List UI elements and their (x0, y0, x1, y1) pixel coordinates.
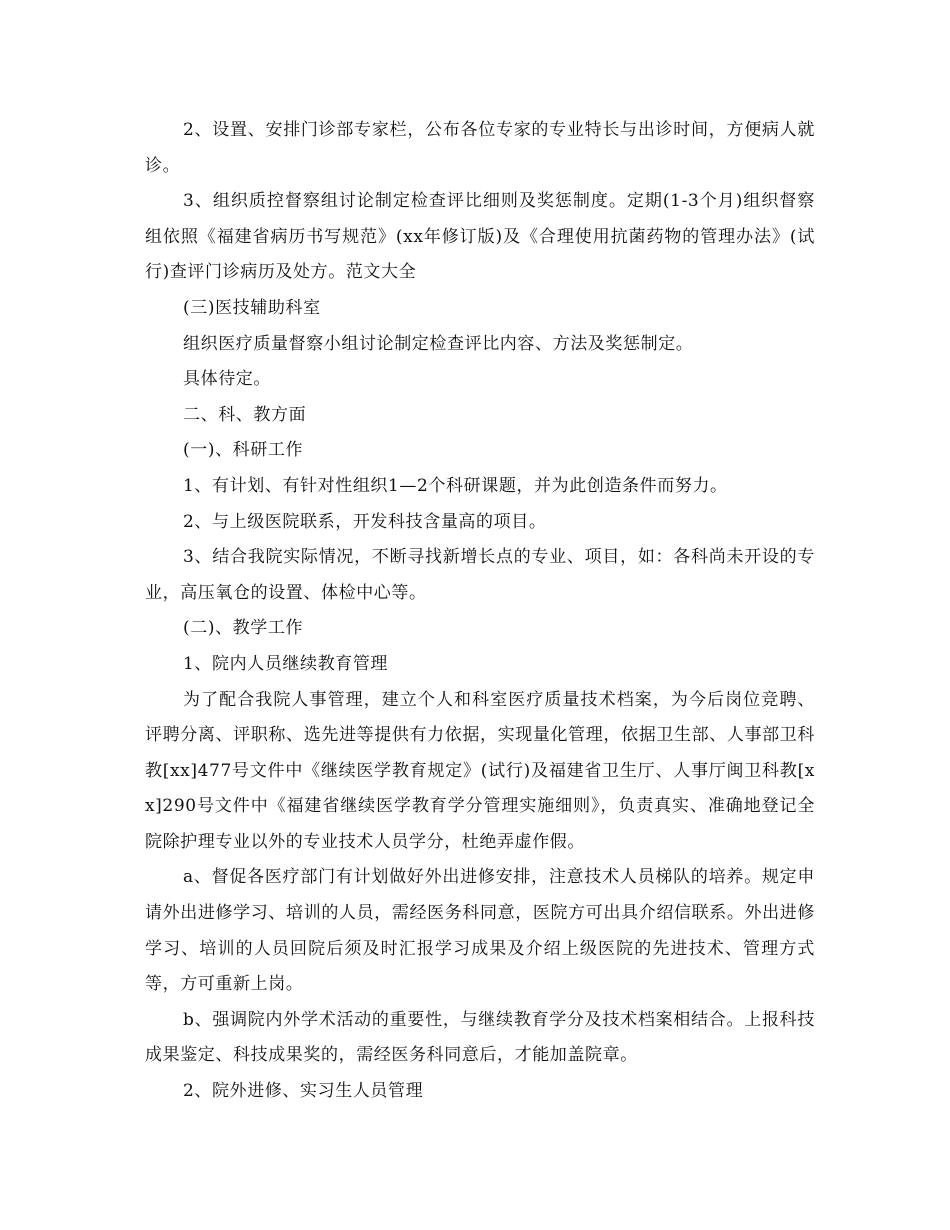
document-body (145, 113, 815, 1110)
paragraph-research-projects: 1、有计划、有针对性组织1—2个科研课题，并为此创造条件而努力。 (183, 475, 728, 496)
heading-medical-technology-departments: (三)医技辅助科室 (183, 297, 321, 318)
paragraph-continuing-education-credits: 为了配合我院人事管理，建立个人和科室医疗质量技术档案，为今后岗位竞聘、评聘分离、评职称、选先进等提供有力依据，实现量化管理，依据卫生部、人事部卫科教[xx]477号文件中《继续医学教育规定》(试行)及福建省卫生厅、人事厅闽卫科教[xx]290号文件中《福建省继续医学教育学分管理实施细则》，负责真实、准确地登记全院除护理专业以外的专业技术人员学分，杜绝弄虚作假。 (145, 689, 815, 852)
paragraph-to-be-determined: 具体待定。 (183, 369, 271, 390)
paragraph-quality-supervision-group: 组织医疗质量督察小组讨论制定检查评比内容、方法及奖惩制定。 (183, 333, 694, 354)
heading-external-trainees: 2、院外进修、实习生人员管理 (183, 1081, 424, 1102)
paragraph-academic-activities: b、强调院内外学术活动的重要性，与继续教育学分及技术档案相结合。上报科技成果鉴定、科技成果奖的，需经医务科同意后，才能加盖院章。 (145, 1009, 815, 1066)
heading-teaching-work: (二)、教学工作 (183, 618, 304, 639)
paragraph-further-study-arrangement: a、督促各医疗部门有计划做好外出进修安排，注意技术人员梯队的培养。规定申请外出进修学习、培训的人员，需经医务科同意，医院方可出具介绍信联系。外出进修学习、培训的人员回院后须及时汇报学习成果及介绍上级医院的先进技术、管理方式等，方可重新上岗。 (145, 867, 815, 995)
paragraph-new-growth-points: 3、结合我院实际情况，不断寻找新增长点的专业、项目，如：各科尚未开设的专业，高压氧仓的设置、体检中心等。 (145, 547, 815, 603)
heading-research-work: (一)、科研工作 (183, 440, 304, 461)
paragraph-quality-control-inspection: 3、组织质控督察组讨论制定检查评比细则及奖惩制度。定期(1-3个月)组织督察组依照《福建省病历书写规范》(xx年修订版)及《合理使用抗菌药物的管理办法》(试行)查评门诊病历及处方。范文大全 (145, 191, 815, 283)
paragraph-contact-superior-hospital: 2、与上级医院联系，开发科技含量高的项目。 (183, 511, 547, 532)
heading-research-and-teaching: 二、科、教方面 (183, 404, 307, 425)
heading-continuing-education: 1、院内人员继续教育管理 (183, 653, 389, 674)
paragraph-outpatient-expert-column: 2、设置、安排门诊部专家栏，公布各位专家的专业特长与出诊时间，方便病人就诊。 (145, 120, 815, 176)
